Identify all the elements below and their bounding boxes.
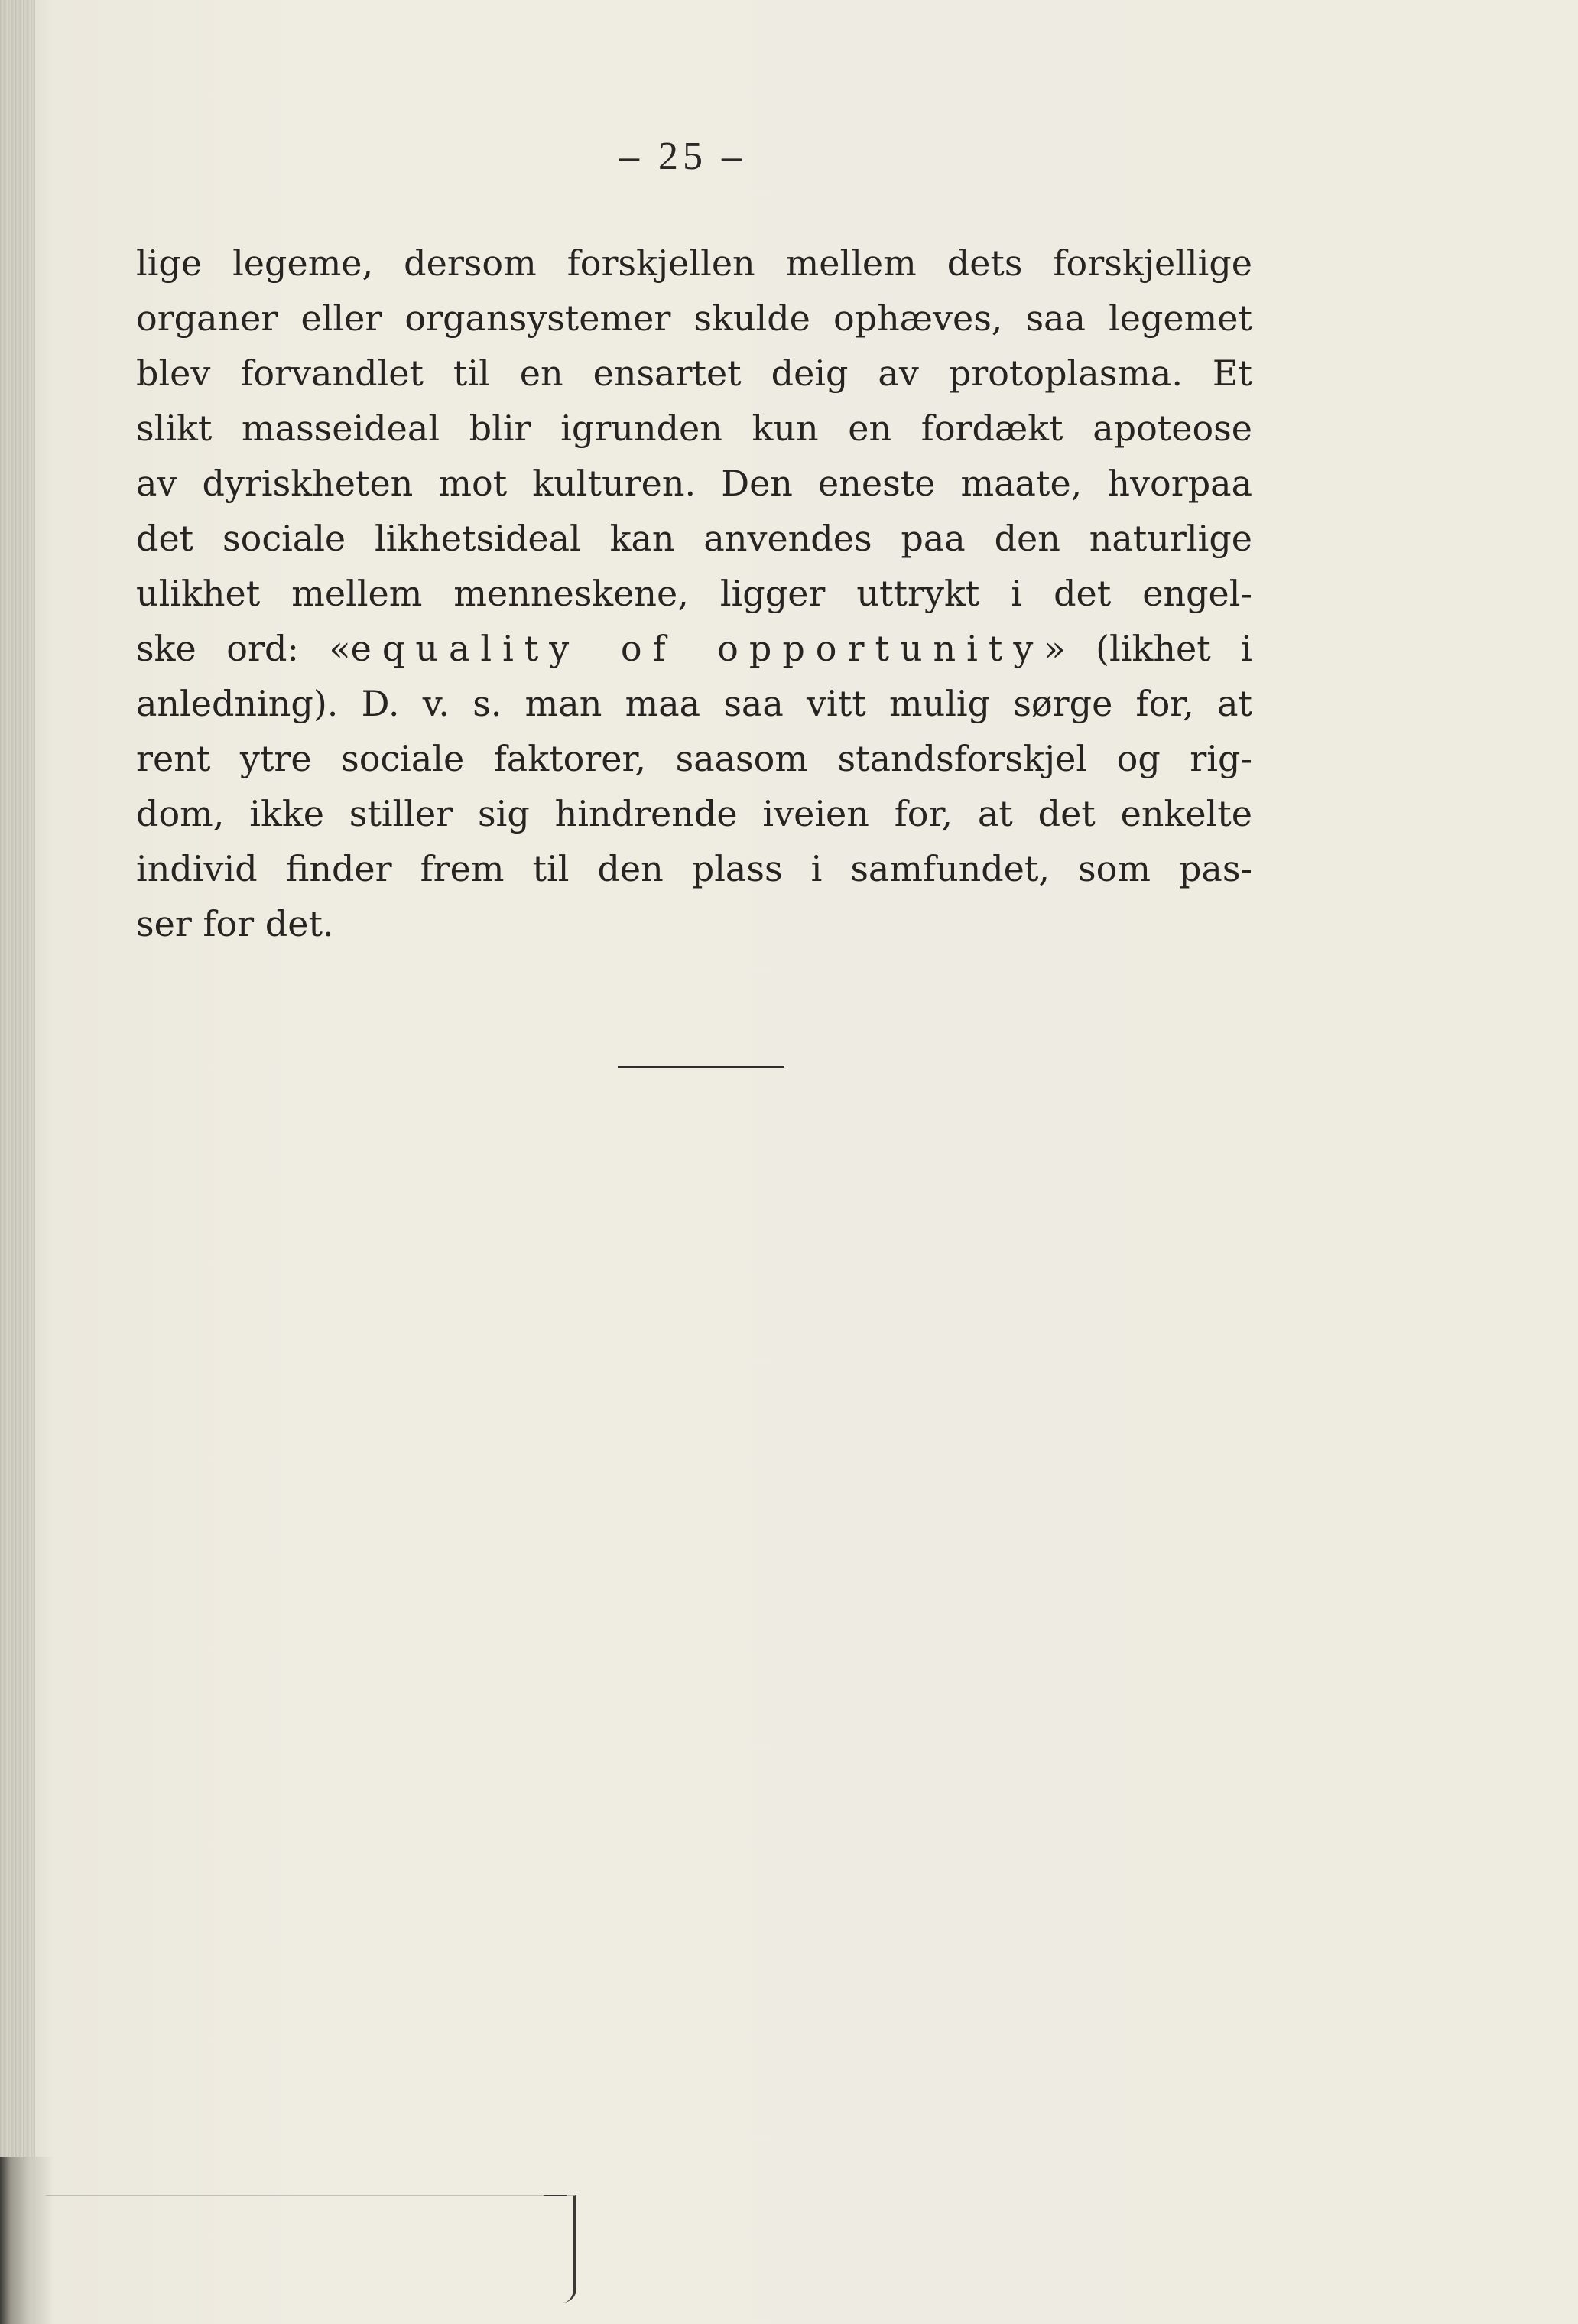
text-line: individ finder frem til den plass i samfundet, som pas- <box>136 848 1252 889</box>
spaced-phrase: equality of opportunity <box>350 628 1044 669</box>
text-line: av dyriskheten mot kulturen. Den eneste maate, hvorpaa <box>136 463 1252 504</box>
text-line: dom, ikke stiller sig hindrende iveien for, at det enkelte <box>136 793 1252 834</box>
text-line: blev forvandlet til en ensartet deig av protoplasma. Et <box>136 353 1252 394</box>
text-line: slikt masseideal blir igrunden kun en fordækt apoteose <box>136 408 1252 449</box>
body-text <box>136 236 1252 951</box>
text-line-prefix: ske ord: « <box>136 628 351 669</box>
text-line: det sociale likhetsideal kan anvendes paa den naturlige <box>136 518 1252 559</box>
section-divider <box>618 1066 784 1068</box>
text-line: ulikhet mellem menneskene, ligger uttrykt i det engel- <box>136 573 1252 614</box>
binding-edge <box>0 0 35 2324</box>
scan-edge-mark <box>46 2195 576 2303</box>
page-number: – 25 – <box>619 135 746 178</box>
text-line: ser for det. <box>136 903 334 944</box>
text-line: lige legeme, dersom forskjellen mellem dets forskjellige <box>136 242 1252 284</box>
text-line: rent ytre sociale faktorer, saasom standsforskjel og rig- <box>136 738 1252 779</box>
text-line-spaced <box>136 621 1252 676</box>
text-line: anledning). D. v. s. man maa saa vitt mulig sørge for, at <box>136 683 1252 724</box>
text-line: organer eller organsystemer skulde ophæves, saa legemet <box>136 297 1252 339</box>
text-line-suffix: » (likhet i <box>1044 628 1252 669</box>
